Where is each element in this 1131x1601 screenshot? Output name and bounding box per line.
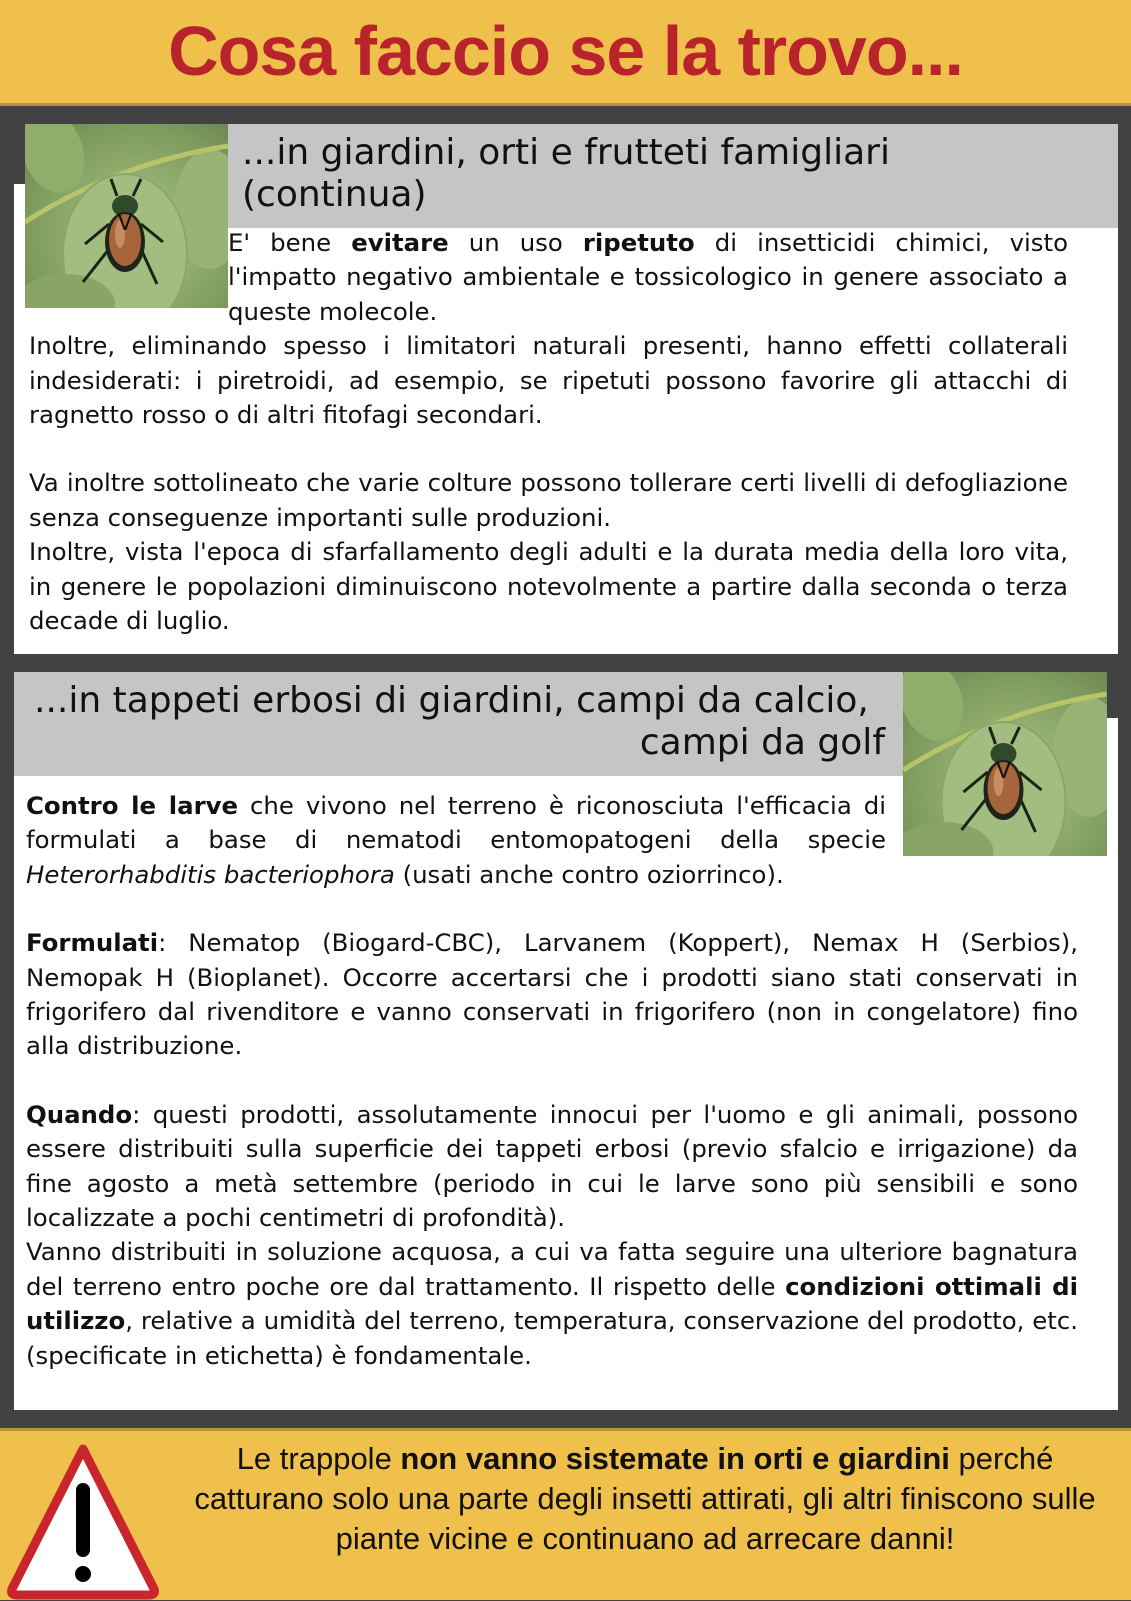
warning-text [170, 1439, 1120, 1559]
section2-heading-line2: campi da golf [639, 722, 885, 763]
page-title: Cosa faccio se la trovo... [168, 12, 963, 90]
text-span: Le trappole [236, 1441, 401, 1476]
section1-paragraph-sfarfallamento: Inoltre, vista l'epoca di sfarfallamento degli adulti e la durata media della loro vita, in genere le popolazioni diminuiscono notevolmente a partire dalla seconda o terza decade di luglio. [29, 537, 1068, 636]
beetle-photo [25, 124, 228, 308]
section2-paragraph-quando [26, 1098, 1078, 1236]
section1-heading-line1: ...in giardini, orti e frutteti famigliari [242, 132, 890, 173]
section2-paragraph-formulati [26, 926, 1078, 1064]
bold-quando: Quando [26, 1099, 133, 1129]
section1-heading-line2: (continua) [242, 174, 427, 215]
section2-paragraph-vanno [26, 1235, 1078, 1373]
text-span: (usati anche contro oziorrinco). [394, 859, 784, 889]
beetle-on-leaf-image [903, 672, 1107, 856]
spacer [26, 892, 1078, 926]
spacer [29, 432, 1068, 466]
beetle-on-leaf-image [25, 124, 228, 308]
bold-contro-le-larve: Contro le larve [26, 791, 239, 820]
text-span: Vanno distribuiti in soluzione acquosa, a cui va fatta seguire una ulteriore bagnatura del terreno entro poche ore dal trattamento. Il rispetto delle [26, 1237, 1078, 1301]
section1-heading [228, 124, 1118, 228]
text-span: : questi prodotti, assolutamente innocui per l'uomo e gli animali, possono essere distribuiti sulla superficie dei tappeti erbosi (previo sfalcio e irrigazione) da fine agosto a metà settembre (periodo in cui le larve sono più sensibili e sono localizzate a pochi centimetri di profondità). [26, 1099, 1078, 1233]
italic-species: Heterorhabditis bacteriophora [26, 859, 395, 889]
bold-formulati: Formulati [26, 928, 159, 958]
section1-paragraph-defogliazione: Va inoltre sottolineato che varie colture possono tollerare certi livelli di defogliazione senza conseguenze importanti sulle produzioni. [29, 468, 1068, 532]
text-span: E' bene [228, 228, 352, 257]
text-span: che vivono nel terreno è riconosciuta l'efficacia di formulati a base di nematodi entomopatogeni della specie [26, 791, 886, 855]
text-span: perché catturano solo una parte degli insetti attirati, gli altri finiscono sulle piante vicine e continuano ad arrecare danni! [194, 1441, 1096, 1556]
bold-evitare: evitare [351, 228, 449, 257]
photo-label: V [995, 759, 1012, 784]
text-span: , relative a umidità del terreno, temperatura, conservazione del prodotto, etc. (specificate in etichetta) è fondamentale. [26, 1306, 1078, 1370]
warning-triangle-icon [4, 1441, 162, 1601]
text-span: : Nematop (Biogard-CBC), Larvanem (Koppert), Nemax H (Serbios), Nemopak H (Bioplanet). Occorre accertarsi che i prodotti siano stati conservati in frigorifero dal rivenditore e vanno conservati in frigorifero (non in congelatore) fino alla distribuzione. [26, 928, 1078, 1061]
text-span: un uso [448, 228, 583, 257]
text-span: di insetticidi chimici, visto l'impatto negativo ambientale e tossicologico in genere associato a queste molecole. [228, 228, 1069, 326]
bold-warning: non vanno sistemate in orti e giardini [400, 1441, 950, 1476]
bold-condizioni: condizioni ottimali di utilizzo [26, 1271, 1078, 1336]
warning-band [0, 1428, 1131, 1600]
title-band [0, 0, 1131, 106]
section2-heading-line1: ...in tappeti erbosi di giardini, campi da calcio, [34, 680, 869, 721]
spacer [26, 1064, 1078, 1098]
section2-heading [14, 672, 903, 776]
section1-paragraph-limitatori: Inoltre, eliminando spesso i limitatori naturali presenti, hanno effetti collaterali indesiderati: i piretroidi, ad esempio, se ripetuti possono favorire gli attacchi di ragnetto rosso o di altri fitofagi secondari. [29, 331, 1068, 430]
beetle-photo [903, 672, 1107, 856]
bold-ripetuto: ripetuto [582, 228, 695, 257]
photo-label: V [117, 211, 133, 236]
